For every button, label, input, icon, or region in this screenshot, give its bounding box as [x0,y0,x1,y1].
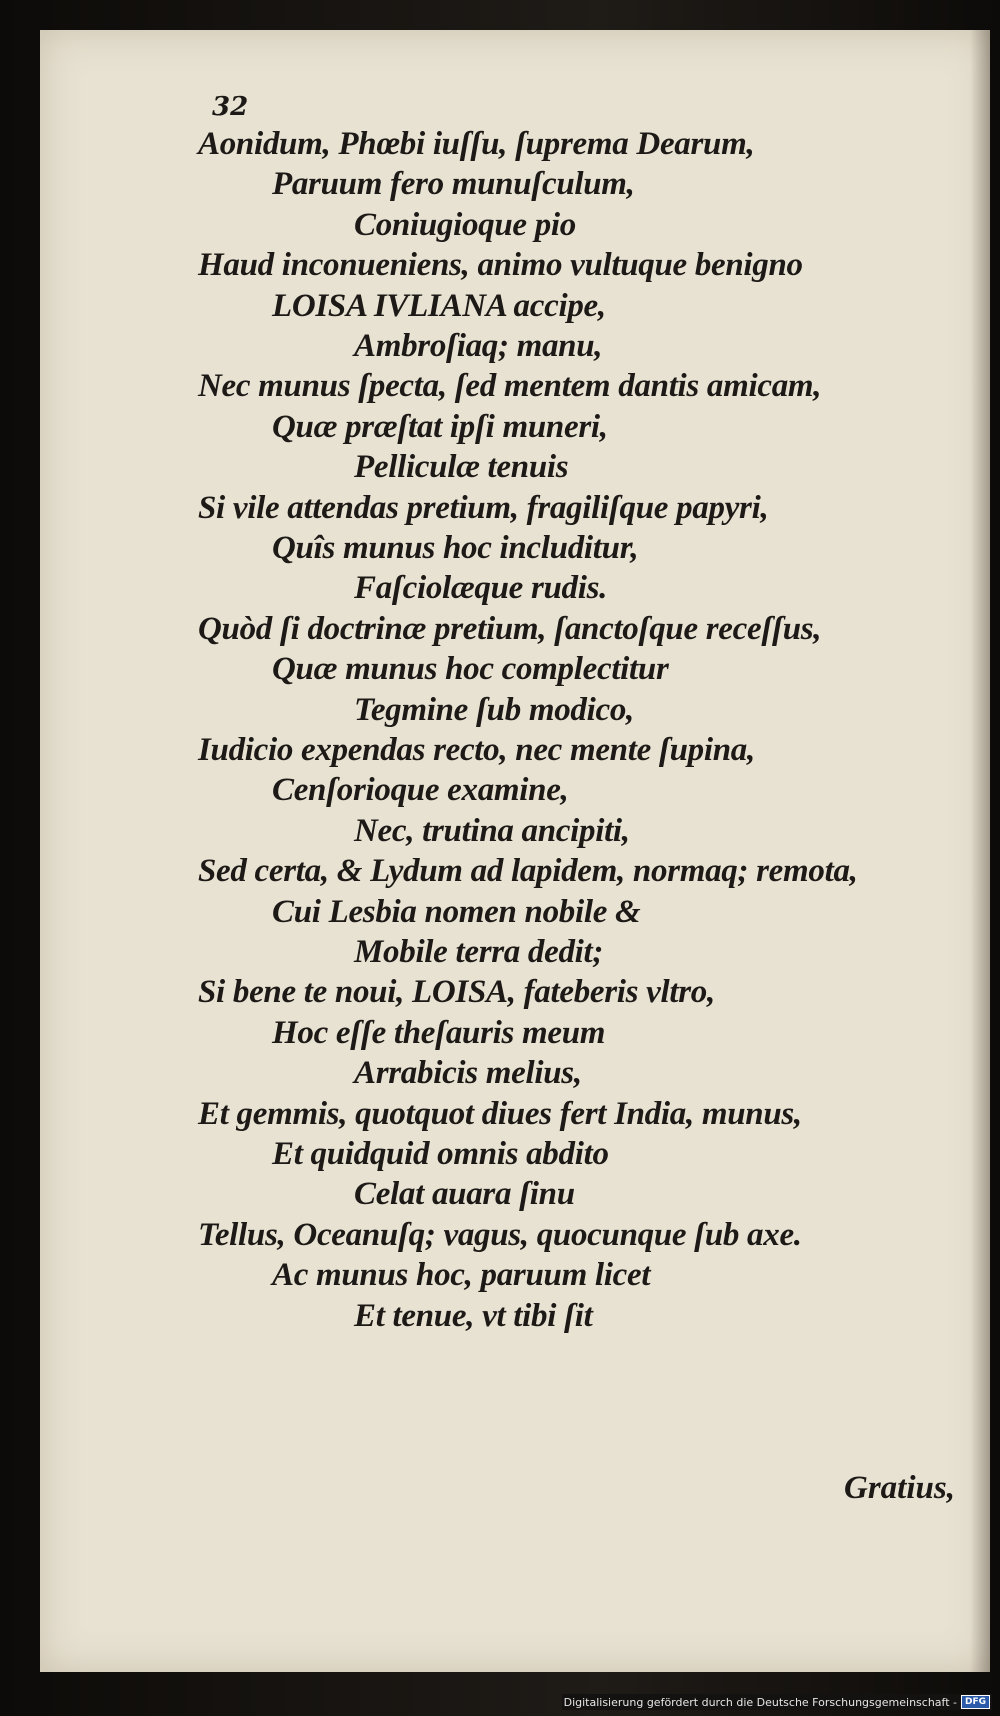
footer-credit: Digitalisierung gefördert durch die Deutsche Forschungsgemeinschaft - [563,1695,957,1709]
verse-line: Quæ munus hoc complectitur [272,651,669,687]
verse-line: Sed certa, & Lydum ad lapidem, normaq; remota, [198,853,858,889]
verse-line: Arrabicis melius, [354,1055,582,1091]
verse-line: Tegmine ſub modico, [354,692,634,728]
digitization-footer [562,1694,992,1710]
verse-line: Hoc eſſe theſauris meum [272,1015,606,1051]
verse-line: Quòd ſi doctrinæ pretium, ſanctoſque receſſus, [198,611,822,647]
verse-line: Paruum fero munuſculum, [272,166,635,202]
page-number: 32 [212,92,249,122]
verse-line: Quæ præſtat ipſi muneri, [272,409,608,445]
verse-line: Pelliculæ tenuis [354,449,569,485]
verse-line: Si vile attendas pretium, fragiliſque papyri, [198,490,769,526]
verse-line: Nec, trutina ancipiti, [354,813,630,849]
verse-line: Mobile terra dedit; [354,934,604,970]
verse-line: Ambroſiaq; manu, [354,328,603,364]
verse-line: Celat auara ſinu [354,1176,575,1212]
verse-line: Et tenue, vt tibi ſit [354,1298,593,1334]
verse-line: Et quidquid omnis abdito [272,1136,609,1172]
verse-line: LOISA IVLIANA accipe, [272,288,606,324]
catchword: Gratius, [844,1470,955,1506]
verse-line: Nec munus ſpecta, ſed mentem dantis amicam, [198,368,822,404]
verse-line: Aonidum, Phœbi iuſſu, ſuprema Dearum, [198,126,755,162]
verse-line: Haud inconueniens, animo vultuque benigno [198,247,803,283]
book-page [40,30,990,1672]
page-edge-shadow [970,30,990,1672]
verse-line: Cui Lesbia nomen nobile & [272,894,641,930]
verse-line: Cenſorioque examine, [272,772,569,808]
verse-line: Ac munus hoc, paruum licet [272,1257,651,1293]
verse-line: Quîs munus hoc includitur, [272,530,639,566]
verse-line: Coniugioque pio [354,207,576,243]
verse-line: Tellus, Oceanuſq; vagus, quocunque ſub axe. [198,1217,802,1253]
verse-line: Et gemmis, quotquot diues fert India, munus, [198,1096,802,1132]
dfg-logo: DFG [961,1695,990,1709]
verse-line: Faſciolæque rudis. [354,570,608,606]
verse-line: Si bene te noui, LOISA, fateberis vltro, [198,974,715,1010]
verse-line: Iudicio expendas recto, nec mente ſupina, [198,732,755,768]
